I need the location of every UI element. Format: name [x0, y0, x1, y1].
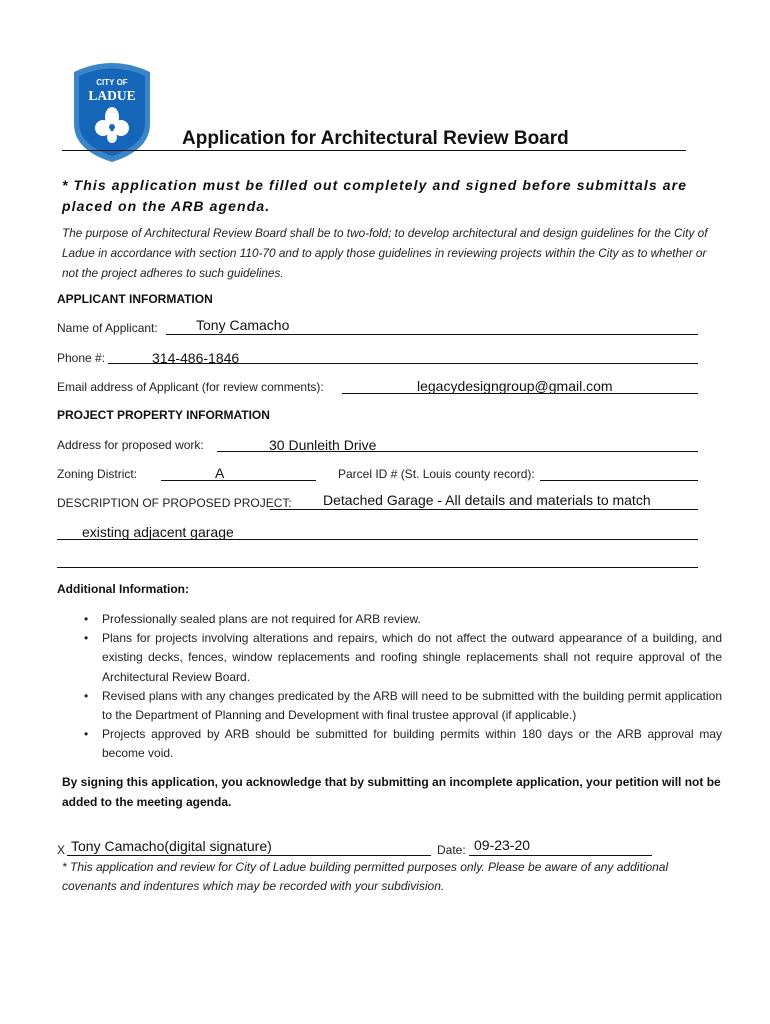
applicant-heading: APPLICANT INFORMATION: [57, 292, 213, 306]
zoning-value: A: [215, 465, 225, 481]
email-label: Email address of Applicant (for review comments):: [57, 380, 324, 394]
date-value: 09-23-20: [474, 837, 531, 853]
name-label: Name of Applicant:: [57, 321, 158, 335]
page-title: Application for Architectural Review Board: [182, 128, 569, 149]
purpose-text: The purpose of Architectural Review Board shall be to two-fold; to develop architectural and design guidelines for the City of Ladue in accordance with section 110-70 and to apply those guidelines in reviewing projects within the City as to whether or not the project adheres to such guidelines.: [62, 226, 708, 280]
date-label: Date:: [437, 843, 466, 857]
address-value: 30 Dunleith Drive: [269, 437, 377, 453]
list-item: • Professionally sealed plans are not required for ARB review.: [82, 610, 722, 629]
notice-text: * This application must be filled out completely and signed before submittals are placed on the ARB agenda.: [62, 177, 688, 214]
title-underline: [62, 150, 686, 151]
email-value: legacydesigngroup@gmail.com: [417, 378, 613, 394]
date-field[interactable]: [469, 855, 652, 856]
list-item: • Plans for projects involving alterations and repairs, which do not affect the outward appearance of a building, and existing decks, fences, window replacements and roofing shingle replacements shall not require approval of the Architectural Review Board.: [82, 629, 722, 687]
description-value-line2: existing adjacent garage: [82, 524, 234, 540]
phone-value: 314-486-1846: [152, 350, 240, 366]
list-item: • Revised plans with any changes predicated by the ARB will need to be submitted with the building permit application to the Department of Planning and Development with final trustee approval (if applicable.): [82, 687, 722, 725]
logo-city-of: CITY OF: [96, 78, 128, 87]
property-heading: PROJECT PROPERTY INFORMATION: [57, 408, 270, 422]
description-field-line1[interactable]: [270, 509, 698, 510]
list-item: • Projects approved by ARB should be submitted for building permits within 180 days or the ARB approval may become void.: [82, 725, 722, 763]
description-value-line1: Detached Garage - All details and materials to match: [323, 492, 651, 508]
logo-ladue: LADUE: [88, 88, 136, 103]
signature-x-mark: X: [57, 843, 66, 857]
parcel-label: Parcel ID # (St. Louis county record):: [338, 467, 535, 481]
zoning-field[interactable]: [161, 480, 316, 481]
signature-value: Tony Camacho(digital signature): [71, 838, 272, 854]
zoning-label: Zoning District:: [57, 467, 138, 481]
address-label: Address for proposed work:: [57, 438, 204, 452]
description-label: DESCRIPTION OF PROPOSED PROJECT:: [57, 496, 292, 510]
additional-info-list: [82, 610, 722, 764]
parcel-field[interactable]: [540, 480, 698, 481]
city-of-ladue-logo: [66, 58, 158, 162]
phone-label: Phone #:: [57, 351, 106, 365]
disclaimer-text: * This application and review for City of Ladue building permitted purposes only. Please be aware of any additional covenants and indentures which may be recorded with your subdivision.: [62, 860, 669, 893]
name-field[interactable]: [166, 334, 698, 335]
description-field-line3[interactable]: [57, 567, 698, 568]
acknowledgement-text: By signing this application, you acknowledge that by submitting an incomplete application, your petition will not be added to the meeting agenda.: [62, 775, 721, 809]
name-value: Tony Camacho: [196, 317, 290, 333]
signature-field[interactable]: [67, 855, 431, 856]
additional-heading: Additional Information:: [57, 582, 189, 596]
